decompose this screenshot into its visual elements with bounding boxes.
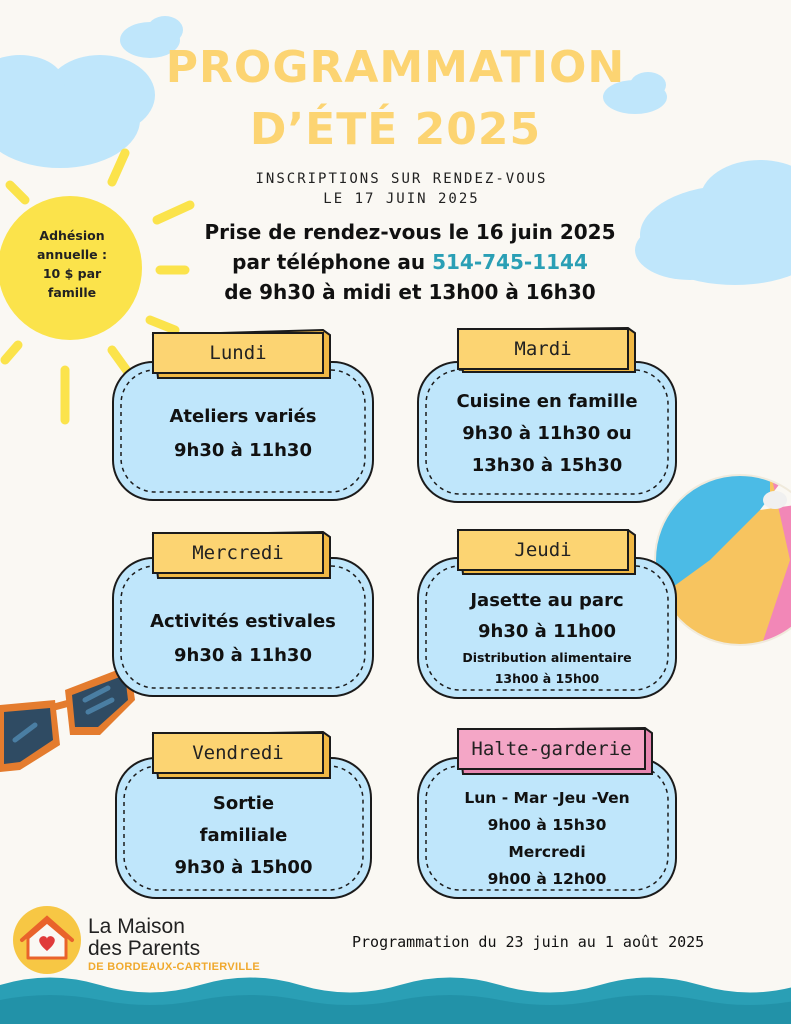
tuesday-activity: Cuisine en famille bbox=[456, 391, 638, 412]
label-friday: Vendredi bbox=[192, 742, 284, 764]
page-title-line2: D’ÉTÉ 2025 bbox=[249, 104, 542, 155]
thursday-time: 9h30 à 11h00 bbox=[478, 621, 616, 642]
thursday-activity2: Distribution alimentaire bbox=[462, 650, 632, 665]
label-monday: Lundi bbox=[209, 342, 267, 364]
logo-name bbox=[88, 916, 200, 960]
card-friday bbox=[116, 788, 371, 884]
membership-line4: famille bbox=[47, 285, 97, 300]
card-monday bbox=[113, 400, 373, 468]
membership-line2: annuelle : bbox=[36, 247, 107, 262]
tuesday-time2: 13h30 à 15h30 bbox=[471, 455, 623, 476]
daycare-day2: Mercredi bbox=[508, 843, 586, 861]
daycare-time2: 9h00 à 12h00 bbox=[487, 870, 607, 888]
label-tuesday: Mardi bbox=[514, 338, 572, 360]
label-wednesday: Mercredi bbox=[192, 542, 284, 564]
friday-activity2: familiale bbox=[199, 825, 288, 846]
rdv-line3: de 9h30 à midi et 13h00 à 16h30 bbox=[224, 280, 596, 304]
inscriptions-line2: LE 17 JUIN 2025 bbox=[323, 191, 480, 207]
logo-subtitle: DE BORDEAUX-CARTIERVILLE bbox=[88, 961, 261, 973]
card-tuesday bbox=[418, 386, 676, 482]
program-dates: Programmation du 23 juin au 1 août 2025 bbox=[352, 933, 705, 951]
thursday-time2: 13h00 à 15h00 bbox=[494, 671, 600, 686]
page-title-line1: PROGRAMMATION bbox=[165, 42, 626, 93]
logo-line1: La Maison bbox=[88, 915, 185, 938]
monday-time: 9h30 à 11h30 bbox=[174, 440, 312, 461]
sunglasses-icon bbox=[0, 665, 135, 772]
card-daycare bbox=[418, 785, 676, 893]
label-thursday: Jeudi bbox=[514, 539, 572, 561]
logo-line2: des Parents bbox=[88, 937, 201, 960]
wave-footer bbox=[0, 978, 791, 1024]
label-daycare: Halte-garderie bbox=[471, 738, 632, 760]
rdv-line2 bbox=[160, 247, 660, 277]
monday-activity: Ateliers variés bbox=[169, 406, 317, 427]
membership-text bbox=[18, 226, 126, 302]
daycare-time1: 9h00 à 15h30 bbox=[487, 816, 607, 834]
inscriptions-line1: INSCRIPTIONS SUR RENDEZ-VOUS bbox=[255, 171, 548, 187]
membership-line3: 10 $ par bbox=[42, 266, 102, 281]
tuesday-time1: 9h30 à 11h30 ou bbox=[462, 423, 632, 444]
friday-time: 9h30 à 15h00 bbox=[174, 857, 313, 878]
logo-house-icon bbox=[13, 906, 81, 974]
friday-activity1: Sortie bbox=[212, 793, 275, 814]
card-wednesday bbox=[113, 605, 373, 673]
wednesday-time: 9h30 à 11h30 bbox=[174, 645, 312, 666]
rdv-line2-prefix: par téléphone au bbox=[232, 250, 433, 274]
thursday-activity: Jasette au parc bbox=[470, 590, 624, 611]
phone-number-link[interactable]: 514-745-1144 bbox=[432, 250, 588, 274]
daycare-days: Lun - Mar -Jeu -Ven bbox=[464, 789, 630, 807]
card-thursday bbox=[418, 585, 676, 689]
wednesday-activity: Activités estivales bbox=[150, 611, 336, 632]
rdv-line1: Prise de rendez-vous le 16 juin 2025 bbox=[204, 220, 616, 244]
membership-line1: Adhésion bbox=[39, 228, 105, 243]
